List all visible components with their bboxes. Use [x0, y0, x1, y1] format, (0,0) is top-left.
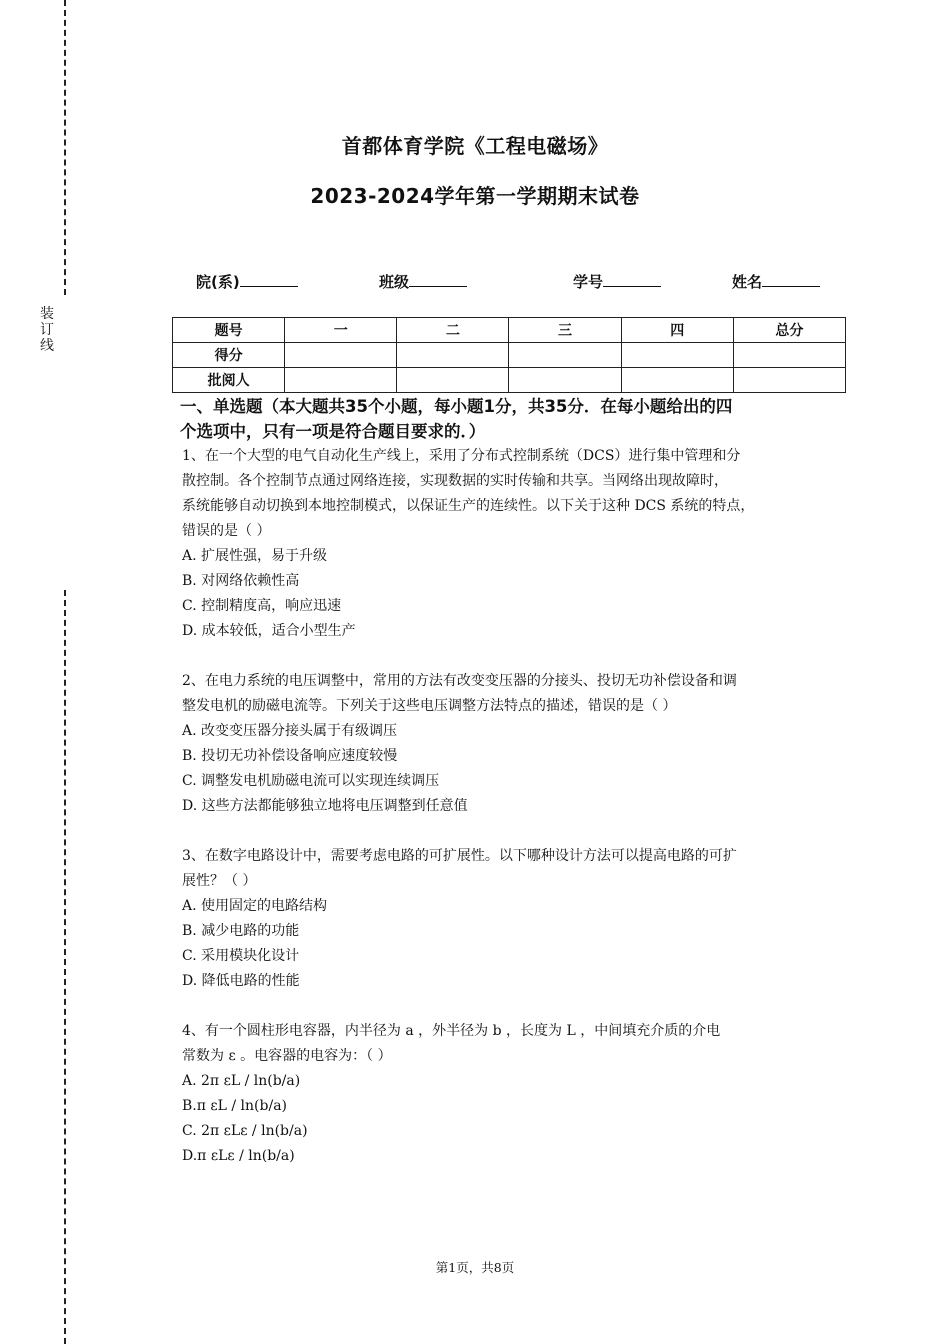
answer-option[interactable]: C. 采用模块化设计: [182, 948, 300, 964]
score-table-header-row: [173, 318, 846, 343]
question-stem-line: 1、在一个大型的电气自动化生产线上，采用了分布式控制系统（DCS）进行集中管理和分: [182, 448, 741, 464]
question-stem-line: 2、在电力系统的电压调整中，常用的方法有改变变压器的分接头、投切无功补偿设备和调: [182, 673, 737, 689]
score-table: [172, 317, 846, 393]
student-id-blank[interactable]: [603, 270, 661, 287]
grader-cell[interactable]: [397, 368, 509, 393]
grader-row: [173, 368, 846, 393]
score-cell[interactable]: [733, 343, 845, 368]
section-heading: [180, 394, 850, 444]
score-header-cell: 题号: [173, 318, 285, 343]
section-heading-line: 一、单选题（本大题共35个小题，每小题1分，共35分．在每小题给出的四: [180, 397, 733, 416]
student-id-field[interactable]: [573, 270, 661, 292]
answer-option[interactable]: B. 对网络依赖性高: [182, 573, 300, 589]
score-cell[interactable]: [285, 343, 397, 368]
grader-row-label: 批阅人: [173, 368, 285, 393]
answer-option[interactable]: D. 成本较低，适合小型生产: [182, 623, 356, 639]
answer-option[interactable]: A. 2π εL / ln(b/a): [182, 1073, 301, 1089]
grader-cell[interactable]: [733, 368, 845, 393]
answer-option[interactable]: D. 降低电路的性能: [182, 973, 300, 989]
answer-option[interactable]: C. 控制精度高，响应迅速: [182, 598, 342, 614]
student-info-row: [0, 270, 950, 292]
score-cell[interactable]: [509, 343, 621, 368]
answer-option[interactable]: C. 2π εLε / ln(b/a): [182, 1123, 308, 1139]
score-row: [173, 343, 846, 368]
answer-option[interactable]: D.π εLε / ln(b/a): [182, 1148, 295, 1164]
question-1: [182, 444, 850, 644]
score-header-cell: 三: [509, 318, 621, 343]
name-field[interactable]: [732, 270, 820, 292]
question-stem-line: 4、有一个圆柱形电容器，内半径为 a ，外半径为 b ，长度为 L ，中间填充介质的介电: [182, 1023, 721, 1039]
answer-option[interactable]: B.π εL / ln(b/a): [182, 1098, 287, 1114]
name-label: 姓名: [732, 273, 763, 291]
department-field[interactable]: [196, 270, 298, 292]
question-4: [182, 1019, 850, 1169]
question-stem-line: 整发电机的励磁电流等。下列关于这些电压调整方法特点的描述，错误的是（ ）: [182, 698, 677, 714]
grader-cell[interactable]: [621, 368, 733, 393]
grader-cell[interactable]: [509, 368, 621, 393]
class-label: 班级: [379, 273, 410, 291]
binding-char: 线: [40, 338, 54, 354]
binding-line: [64, 590, 66, 1344]
score-header-cell: 四: [621, 318, 733, 343]
department-blank[interactable]: [240, 270, 298, 287]
score-cell[interactable]: [397, 343, 509, 368]
question-stem-line: 3、在数字电路设计中，需要考虑电路的可扩展性。以下哪种设计方法可以提高电路的可扩: [182, 848, 737, 864]
question-stem-line: 错误的是（ ）: [182, 523, 271, 539]
exam-content: [182, 394, 850, 1194]
answer-option[interactable]: B. 投切无功补偿设备响应速度较慢: [182, 748, 398, 764]
answer-option[interactable]: A. 改变变压器分接头属于有级调压: [182, 723, 398, 739]
score-header-cell: 一: [285, 318, 397, 343]
question-2: [182, 669, 850, 819]
exam-subtitle: 2023-2024学年第一学期期末试卷: [310, 184, 640, 208]
question-3: [182, 844, 850, 994]
answer-option[interactable]: C. 调整发电机励磁电流可以实现连续调压: [182, 773, 440, 789]
class-blank[interactable]: [409, 270, 467, 287]
score-row-label: 得分: [173, 343, 285, 368]
page-number: 第1页，共8页: [435, 1260, 515, 1275]
answer-option[interactable]: A. 使用固定的电路结构: [182, 898, 328, 914]
score-cell[interactable]: [621, 343, 733, 368]
section-heading-line: 个选项中，只有一项是符合题目要求的．）: [180, 422, 486, 441]
score-header-cell: 总分: [733, 318, 845, 343]
binding-char: 装: [40, 306, 54, 322]
question-stem-line: 常数为 ε 。电容器的电容为：（ ）: [182, 1048, 392, 1064]
question-stem-line: 系统能够自动切换到本地控制模式，以保证生产的连续性。以下关于这种 DCS 系统的特点，: [182, 498, 755, 514]
binding-char: 订: [40, 322, 54, 338]
name-blank[interactable]: [762, 270, 820, 287]
grader-cell[interactable]: [285, 368, 397, 393]
binding-label: [38, 306, 56, 354]
question-stem-line: 展性？（ ）: [182, 873, 257, 889]
department-label: 院(系): [196, 273, 240, 291]
student-id-label: 学号: [573, 273, 604, 291]
answer-option[interactable]: A. 扩展性强，易于升级: [182, 548, 328, 564]
answer-option[interactable]: B. 减少电路的功能: [182, 923, 300, 939]
answer-option[interactable]: D. 这些方法都能够独立地将电压调整到任意值: [182, 798, 468, 814]
question-stem-line: 散控制。各个控制节点通过网络连接，实现数据的实时传输和共享。当网络出现故障时，: [182, 473, 728, 489]
score-header-cell: 二: [397, 318, 509, 343]
exam-title: 首都体育学院《工程电磁场》: [341, 134, 609, 158]
class-field[interactable]: [379, 270, 467, 292]
